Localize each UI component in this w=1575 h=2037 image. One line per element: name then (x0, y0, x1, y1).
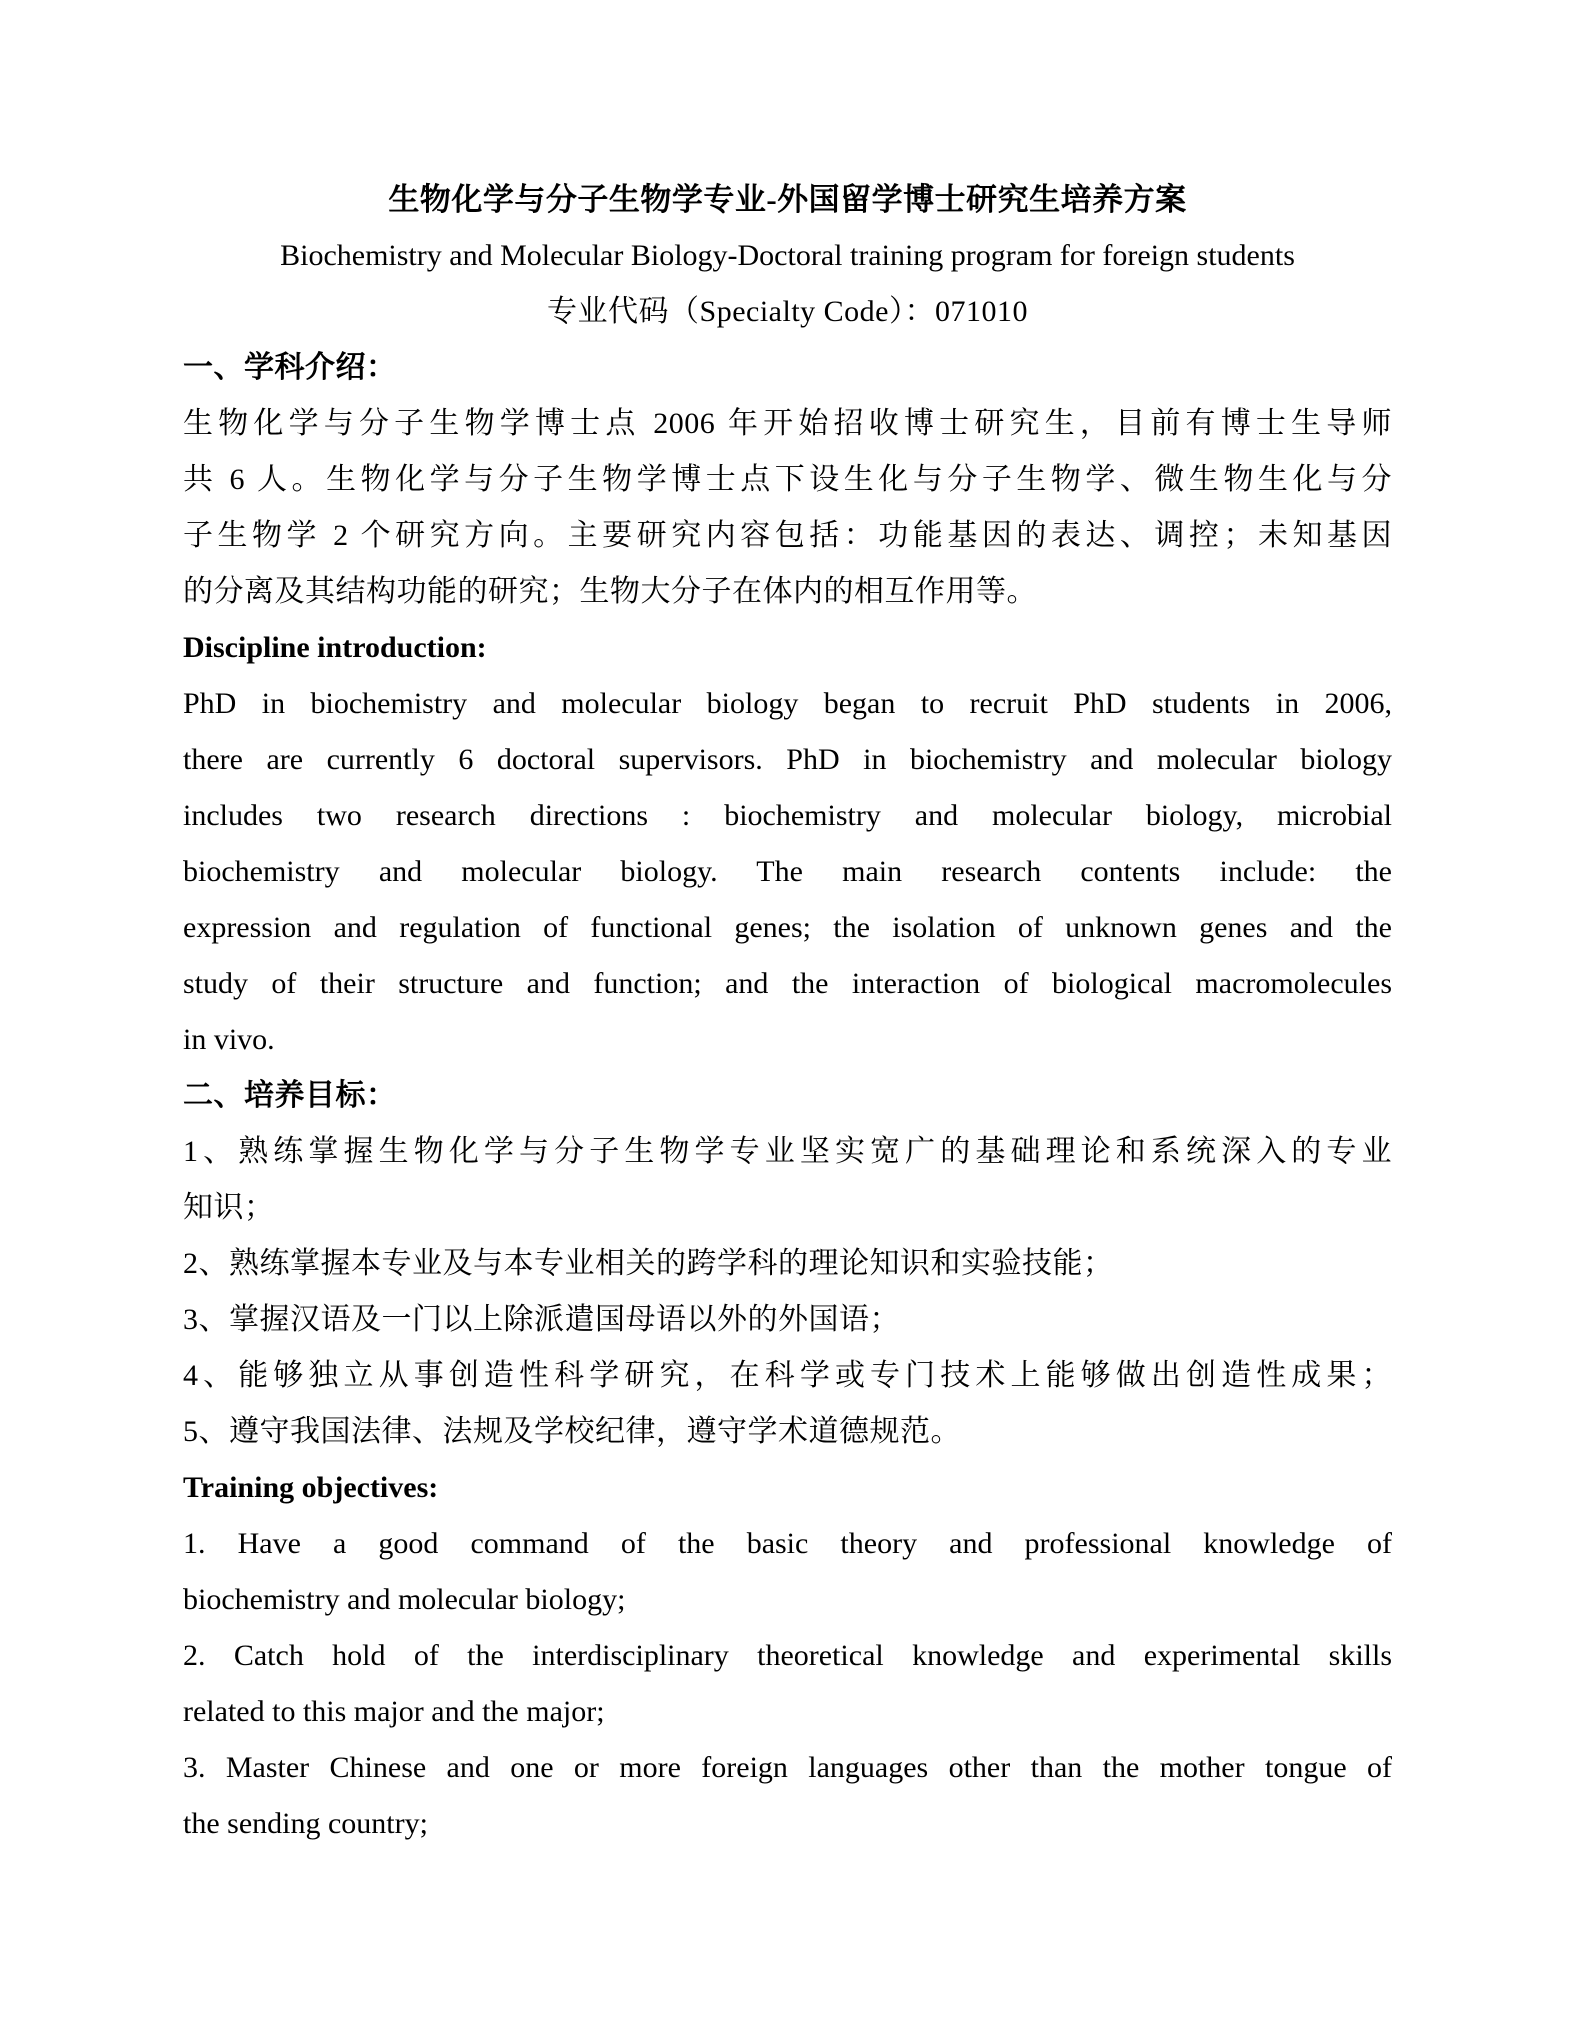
section2-heading-en: Training objectives: (183, 1471, 439, 1504)
section2-item-cn-line: 2、熟练掌握本专业及与本专业相关的跨学科的理论知识和实验技能； (183, 1247, 1114, 1280)
section1-body-cn-line: 生物化学与分子生物学博士点 2006 年开始招收博士研究生，目前有博士生导师 (183, 407, 1392, 440)
section2-item-en-line: related to this major and the major; (183, 1695, 605, 1728)
section2-item-cn-line: 3、掌握汉语及一门以上除派遣国母语以外的外国语； (183, 1303, 900, 1336)
section1-body-en-line: includes two research directions : biochemistry and molecular biology, microbial (183, 799, 1392, 832)
section1-body-en-line: PhD in biochemistry and molecular biology began to recruit PhD students in 2006, (183, 687, 1392, 720)
section2-item-en-line: 3. Master Chinese and one or more foreign languages other than the mother tongue of (183, 1751, 1392, 1784)
section2-item-cn-line: 知识； (183, 1191, 275, 1224)
section1-body-cn-line: 子生物学 2 个研究方向。主要研究内容包括：功能基因的表达、调控；未知基因 (183, 519, 1392, 552)
section1-body-en-line: in vivo. (183, 1023, 275, 1056)
section1-heading-en: Discipline introduction: (183, 631, 487, 664)
section1-body-en-line: study of their structure and function; and the interaction of biological macromolecules (183, 967, 1392, 1000)
section1-body-en-line: there are currently 6 doctoral supervisors. PhD in biochemistry and molecular biology (183, 743, 1392, 776)
document-title-cn: 生物化学与分子生物学专业-外国留学博士研究生培养方案 (388, 182, 1187, 217)
section-training-objectives (183, 1068, 1392, 1852)
section2-item-cn-line: 4、能够独立从事创造性科学研究，在科学或专门技术上能够做出创造性成果； (183, 1359, 1392, 1392)
section-discipline-introduction (183, 340, 1392, 1068)
section2-item-en-line: the sending country; (183, 1807, 428, 1840)
section2-heading-cn: 二、培养目标： (183, 1079, 397, 1112)
section2-item-en-line: 2. Catch hold of the interdisciplinary theoretical knowledge and experimental skills (183, 1639, 1392, 1672)
section1-body-en-line: biochemistry and molecular biology. The main research contents include: the (183, 855, 1392, 888)
section2-item-en-line: biochemistry and molecular biology; (183, 1583, 626, 1616)
section2-item-cn-line: 1、熟练掌握生物化学与分子生物学专业坚实宽广的基础理论和系统深入的专业 (183, 1135, 1392, 1168)
section2-item-en-line: 1. Have a good command of the basic theory and professional knowledge of (183, 1527, 1392, 1560)
section1-body-cn-line: 共 6 人。生物化学与分子生物学博士点下设生化与分子生物学、微生物生化与分 (183, 463, 1392, 496)
section2-item-cn-line: 5、遵守我国法律、法规及学校纪律，遵守学术道德规范。 (183, 1415, 961, 1448)
section1-heading-cn: 一、学科介绍： (183, 351, 397, 384)
specialty-code-line: 专业代码（Specialty Code）：071010 (547, 295, 1028, 328)
section1-body-cn-line: 的分离及其结构功能的研究；生物大分子在体内的相互作用等。 (183, 575, 1037, 608)
document-title-en: Biochemistry and Molecular Biology-Doctoral training program for foreign students (280, 239, 1295, 272)
section1-body-en-line: expression and regulation of functional genes; the isolation of unknown genes and the (183, 911, 1392, 944)
